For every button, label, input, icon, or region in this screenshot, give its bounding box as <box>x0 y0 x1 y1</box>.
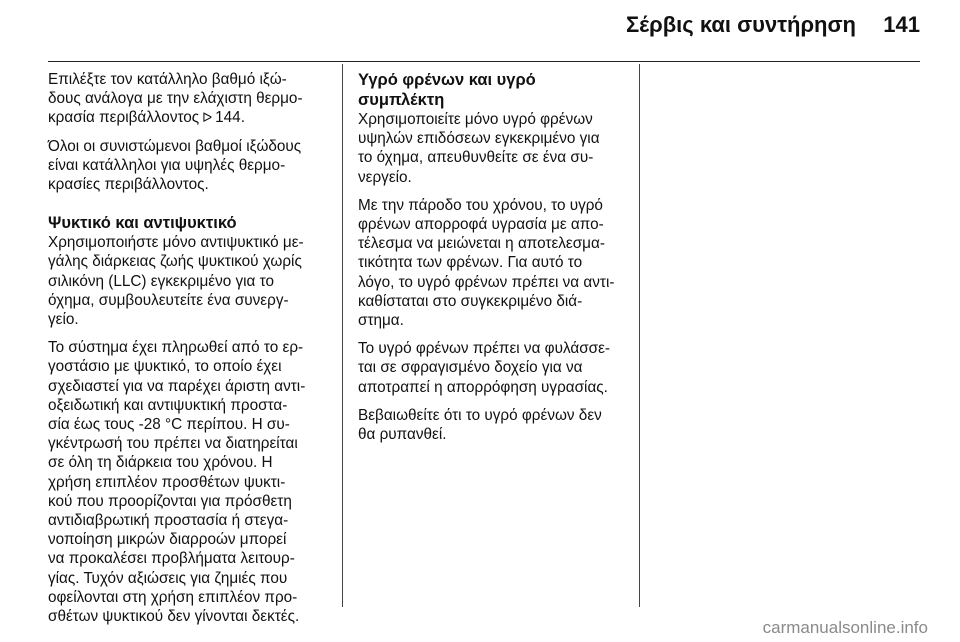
text-line: ται σε σφραγισμένο δοχείο για να <box>358 359 583 377</box>
text-line: υψηλών επιδόσεων εγκεκριμένο για <box>358 130 600 148</box>
text-line: οφείλονται στη χρήση επιπλέον προ- <box>48 588 298 606</box>
text-line: κρασία περιβάλλοντος <box>48 109 200 127</box>
column-2 <box>358 70 648 453</box>
text-line: Επιλέξτε τον κατάλληλο βαθμό ιξώ- <box>48 71 287 88</box>
text-line: γάλης διάρκειας ζωής ψυκτικού χωρίς <box>48 253 302 271</box>
brake-fluid-storage-paragraph <box>358 339 648 397</box>
watermark: carmanualsonline.info <box>762 618 928 637</box>
text-line: σχεδιαστεί για να παρέχει άριστη αντι- <box>48 377 306 395</box>
column-1 <box>48 70 338 635</box>
text-line: σιλικόνη (LLC) εγκεκριμένο για το <box>48 272 274 290</box>
text-line: σθέτων ψυκτικού δεν γίνονται δεκτές. <box>48 608 300 626</box>
text-line: νεργείο. <box>358 168 412 186</box>
text-line: τέλεσμα να μειώνεται η αποτελεσμα- <box>358 235 605 253</box>
heading-line: Υγρό φρένων και υγρό <box>358 71 536 89</box>
text-line: κρασίες περιβάλλοντος. <box>48 176 209 194</box>
text-line: το όχημα, απευθυνθείτε σε ένα συ- <box>358 149 594 167</box>
text-line: γοστάσιο με ψυκτικό, το οποίο έχει <box>48 358 282 376</box>
text-line: Βεβαιωθείτε ότι το υγρό φρένων δεν <box>358 406 602 424</box>
text-line: νοποίηση μικρών διαρροών μπορεί <box>48 531 287 549</box>
text-line: Χρησιμοποιήστε μόνο αντιψυκτικό με- <box>48 234 304 252</box>
coolant-heading: Ψυκτικό και αντιψυκτικό <box>48 214 237 233</box>
text-line: δους ανάλογα με την ελάχιστη θερμο- <box>48 90 303 108</box>
page-header-title: Σέρβις και συντήρηση <box>625 12 856 37</box>
text-line: γκέντρωσή του πρέπει να διατηρείται <box>48 435 298 453</box>
header-divider <box>48 61 920 62</box>
text-line: Το σύστημα έχει πληρωθεί από το ερ- <box>48 339 304 357</box>
text-line: σία έως τους -28 °C περίπου. Η συ- <box>48 416 290 434</box>
text-line: είναι κατάλληλοι για υψηλές θερμο- <box>48 156 286 174</box>
viscosity-grades-paragraph <box>48 137 338 195</box>
brake-fluid-contamination-paragraph <box>358 406 648 444</box>
text-line: κού που προορίζονται για πρόσθετη <box>48 492 292 510</box>
text-line: φρένων απορροφά υγρασία με απο- <box>358 216 604 234</box>
text-line: γίας. Τυχόν αξιώσεις για ζημιές που <box>48 569 288 587</box>
text-line: στημα. <box>358 312 404 330</box>
viscosity-paragraph <box>48 70 338 128</box>
cross-reference-arrow-icon: ᐅ <box>202 110 213 126</box>
text-line: οξειδωτική και αντιψυκτική προστα- <box>48 396 288 414</box>
text-line: Με την πάροδο του χρόνου, το υγρό <box>358 196 603 214</box>
column-divider-1 <box>342 64 343 607</box>
text-line: καθίσταται στο συγκεκριμένο διά- <box>358 292 583 310</box>
text-line: σε όλη τη διάρκεια του χρόνου. Η <box>48 454 273 472</box>
brake-fluid-moisture-paragraph <box>358 196 648 330</box>
text-line: γείο. <box>48 311 79 329</box>
text-line: όχημα, συμβουλευτείτε ένα συνεργ- <box>48 291 289 309</box>
coolant-system-paragraph <box>48 338 338 626</box>
text-line: αποτραπεί η απορρόφηση υγρασίας. <box>358 378 608 396</box>
text-line: τικότητα των φρένων. Για αυτό το <box>358 254 583 272</box>
heading-line: συμπλέκτη <box>358 91 445 109</box>
coolant-paragraph <box>48 233 338 329</box>
text-line: θα ρυπανθεί. <box>358 426 447 444</box>
brake-fluid-heading <box>358 70 648 110</box>
text-line: Χρησιμοποιείτε μόνο υγρό φρένων <box>358 111 593 128</box>
text-line: λόγο, το υγρό φρένων πρέπει να αντι- <box>358 273 615 291</box>
page-reference[interactable]: 144. <box>215 109 245 127</box>
text-line: να προκαλέσει προβλήματα λειτουρ- <box>48 550 295 568</box>
page-number: 141 <box>883 12 920 37</box>
brake-fluid-usage-paragraph <box>358 110 648 187</box>
text-line: Το υγρό φρένων πρέπει να φυλάσσε- <box>358 340 611 358</box>
text-line: Όλοι οι συνιστώμενοι βαθμοί ιξώδους <box>48 137 302 155</box>
text-line: χρήση επιπλέον προσθέτων ψυκτι- <box>48 473 286 491</box>
text-line: αντιδιαβρωτική προστασία ή στεγα- <box>48 512 289 530</box>
